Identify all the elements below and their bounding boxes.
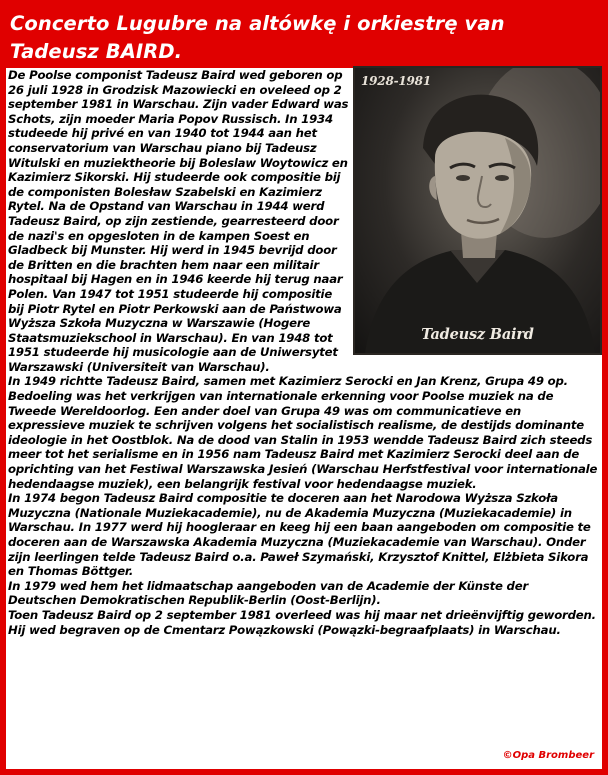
copyright-credit: ©Opa Brombeer [502, 750, 594, 761]
portrait-caption: Tadeusz Baird [421, 326, 534, 344]
article-body [8, 68, 600, 637]
paragraph-grupa-49: In 1949 richtte Tadeusz Baird, samen met Kazimierz Serocki en Jan Krenz, Grupa 49 op. Bedoeling was het verkrijgen van internationale erkenning voor Poolse muziek na de Tweede Wereldoorlog. Een ander doel van Grupa 49 was om communicatieve en expressieve muziek te schrijven volgens het socialistisch realisme, de destijds dominante ideologie in het Oostblok. Na de dood van Stalin in 1953 wendde Tadeusz Baird zich steeds meer tot het serialisme en in 1956 nam Tadeusz Baird met Kazimierz Serocki deel aan de oprichting van het Festiwal Warszawska Jesień (Warschau Herfstfestival voor internationale hedendaagse muziek), een belangrijk festival voor hedendaagse muziek. [8, 374, 598, 491]
paragraph-academy-membership: In 1979 wed hem het lidmaatschap aangeboden van de Academie der Künste der Deutschen Demokratischen Republik-Berlin (Oost-Berlijn). [8, 578, 529, 608]
paragraph-death: Toen Tadeusz Baird op 2 september 1981 overleed was hij maar net drieënvijftig geworden. Hij wed begraven op de Cmentarz Powązkowski (Powązki-begraafplaats) in Warschau. [8, 607, 596, 637]
portrait-image [355, 68, 600, 353]
page-title: Concerto Lugubre na altówkę i orkiestrę van Tadeusz BAIRD. [10, 12, 505, 63]
portrait-years: 1928-1981 [361, 74, 431, 88]
paragraph-teaching: In 1974 begon Tadeusz Baird compositie te doceren aan het Narodowa Wyższa Szkoła Muzyczna (Nationale Muziekacademie), nu de Akademia Muzyczna (Muziekacademie) in Warschau. In 1977 werd hij hoogleraar en keeg hij een baan aangeboden om compositie te doceren aan de Warszawska Akademia Muzyczna (Muziekacademie van Warschau). Onder zijn leerlingen telde Tadeusz Baird o.a. Paweł Szymański, Krzysztof Knittel, Elżbieta Sikora en Thomas Böttger. [8, 491, 591, 579]
portrait-photo [355, 68, 600, 353]
paragraph-biography: De Poolse componist Tadeusz Baird wed geboren op 26 juli 1928 in Grodzisk Mazowiecki en oveleed op 2 september 1981 in Warschau. Zijn vader Edward was Schots, zijn moeder Maria Popov Russisch. In 1934 studeede hij privé en van 1940 tot 1944 aan het conservatorium van Warschau piano bij Tadeusz Witulski en muziektheorie bij Boleslaw Woytowicz en Kazimierz Sikorski. Hij studeerde ook compositie bij de componisten Bolesław Szabelski en Kazimierz Rytel. Na de Opstand van Warschau in 1944 werd Tadeusz Baird, op zijn zestiende, gearresteerd door de nazi's en opgesloten in de kampen Soest en Gladbeck bij Munster. Hij werd in 1945 bevrijd door de Britten en die brachten hem naar een militair hospitaal bij Hagen en in 1946 keerde hij terug naar Polen. Van 1947 tot 1951 studeerde hij compositie bij Piotr Rytel en Piotr Perkowski aan de Państwowa Wyższa Szkoła Muzyczna w Warszawie (Hogere Staatsmuziekschool in Warschau). En van 1948 tot 1951 studeerde hij musicologie aan de Uniwersytet Warszawski (Universiteit van Warschau). [8, 68, 349, 374]
portrait-illustration [355, 68, 600, 353]
title-banner [6, 6, 602, 68]
